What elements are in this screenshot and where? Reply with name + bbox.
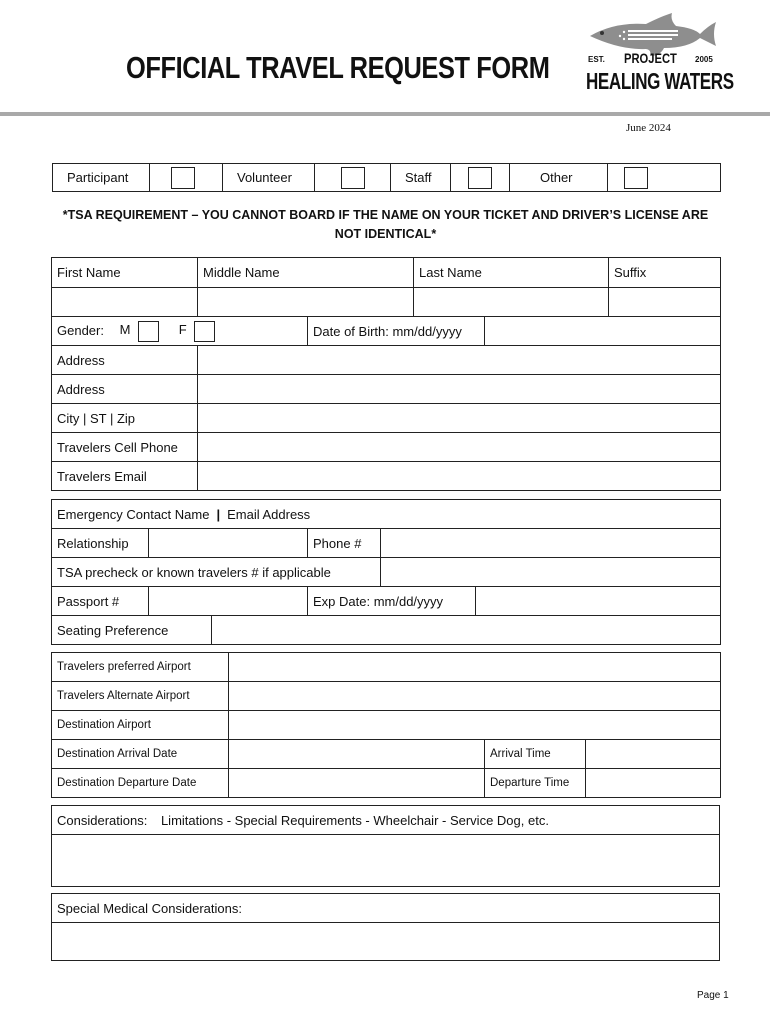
first-name-field[interactable] <box>52 288 198 317</box>
emergency-table <box>51 499 721 645</box>
suffix-field[interactable] <box>609 288 721 317</box>
address2-label: Address <box>52 375 198 404</box>
exp-date-label: Exp Date: mm/dd/yyyy <box>308 587 476 616</box>
seating-label: Seating Preference <box>52 616 212 645</box>
emergency-separator: | <box>216 506 221 522</box>
alternate-airport-label: Travelers Alternate Airport <box>52 682 229 711</box>
travel-table <box>51 652 721 798</box>
middle-name-field[interactable] <box>198 288 414 317</box>
medical-table <box>51 893 720 961</box>
suffix-label: Suffix <box>609 258 721 288</box>
role-volunteer-label: Volunteer <box>223 164 315 192</box>
role-participant-label: Participant <box>53 164 150 192</box>
role-participant-checkbox[interactable] <box>171 167 195 189</box>
destination-airport-field[interactable] <box>229 711 721 740</box>
emergency-phone-label: Phone # <box>308 529 381 558</box>
logo-name: HEALING WATERS <box>586 68 734 94</box>
emergency-contact-cell[interactable] <box>52 500 721 529</box>
last-name-label: Last Name <box>414 258 609 288</box>
logo-year: 2005 <box>695 55 713 64</box>
gender-female-checkbox[interactable] <box>194 321 215 342</box>
arrival-time-label: Arrival Time <box>485 740 586 769</box>
emergency-contact-label: Emergency Contact Name <box>57 506 210 522</box>
role-staff-checkbox[interactable] <box>468 167 492 189</box>
alternate-airport-field[interactable] <box>229 682 721 711</box>
role-table <box>52 163 721 192</box>
preferred-airport-label: Travelers preferred Airport <box>52 653 229 682</box>
considerations-details: Limitations - Special Requirements - Wheelchair - Service Dog, etc. <box>160 812 549 828</box>
logo-est: EST. <box>588 55 605 64</box>
tsa-precheck-field[interactable] <box>381 558 721 587</box>
role-staff-label: Staff <box>391 164 451 192</box>
role-other-label: Other <box>510 164 608 192</box>
personal-table <box>51 257 721 491</box>
email-field[interactable] <box>198 462 721 491</box>
departure-date-label: Destination Departure Date <box>52 769 229 798</box>
last-name-field[interactable] <box>414 288 609 317</box>
city-label: City | ST | Zip <box>52 404 198 433</box>
gender-label: Gender: <box>57 322 104 338</box>
medical-label: Special Medical Considerations: <box>52 894 720 923</box>
phone-field[interactable] <box>198 433 721 462</box>
arrival-time-field[interactable] <box>586 740 721 769</box>
departure-time-label: Departure Time <box>485 769 586 798</box>
destination-airport-label: Destination Airport <box>52 711 229 740</box>
arrival-date-label: Destination Arrival Date <box>52 740 229 769</box>
considerations-field[interactable] <box>52 835 720 887</box>
considerations-cell <box>52 806 720 835</box>
medical-field[interactable] <box>52 923 720 961</box>
revision-date: June 2024 <box>626 122 671 134</box>
address1-label: Address <box>52 346 198 375</box>
considerations-label: Considerations: <box>57 812 148 828</box>
phone-label: Travelers Cell Phone <box>52 433 198 462</box>
passport-label: Passport # <box>52 587 149 616</box>
address1-field[interactable] <box>198 346 721 375</box>
passport-field[interactable] <box>149 587 308 616</box>
dob-field[interactable] <box>485 317 721 346</box>
exp-date-field[interactable] <box>476 587 721 616</box>
emergency-email-label: Email Address <box>227 506 311 522</box>
role-volunteer-checkbox[interactable] <box>341 167 365 189</box>
relationship-field[interactable] <box>149 529 308 558</box>
dob-label: Date of Birth: mm/dd/yyyy <box>308 317 485 346</box>
preferred-airport-field[interactable] <box>229 653 721 682</box>
relationship-label: Relationship <box>52 529 149 558</box>
departure-date-field[interactable] <box>229 769 485 798</box>
city-field[interactable] <box>198 404 721 433</box>
gender-cell <box>52 317 308 346</box>
arrival-date-field[interactable] <box>229 740 485 769</box>
middle-name-label: Middle Name <box>198 258 414 288</box>
email-label: Travelers Email <box>52 462 198 491</box>
gender-male-label: M <box>119 322 131 338</box>
first-name-label: First Name <box>52 258 198 288</box>
emergency-phone-field[interactable] <box>381 529 721 558</box>
departure-time-field[interactable] <box>586 769 721 798</box>
tsa-notice: *TSA REQUIREMENT – YOU CANNOT BOARD IF THE NAME ON YOUR TICKET AND DRIVER’S LICENSE ARE NOT IDENTICAL* <box>62 208 709 241</box>
logo-project: PROJECT <box>624 50 677 66</box>
seating-field[interactable] <box>212 616 721 645</box>
address2-field[interactable] <box>198 375 721 404</box>
tsa-precheck-label: TSA precheck or known travelers # if applicable <box>52 558 381 587</box>
gender-male-checkbox[interactable] <box>138 321 159 342</box>
header-rule <box>0 112 770 116</box>
considerations-table <box>51 805 720 887</box>
gender-female-label: F <box>178 322 187 338</box>
form-title: OFFICIAL TRAVEL REQUEST FORM <box>126 50 550 85</box>
role-other-checkbox[interactable] <box>624 167 648 189</box>
page-number: Page 1 <box>697 990 729 1001</box>
